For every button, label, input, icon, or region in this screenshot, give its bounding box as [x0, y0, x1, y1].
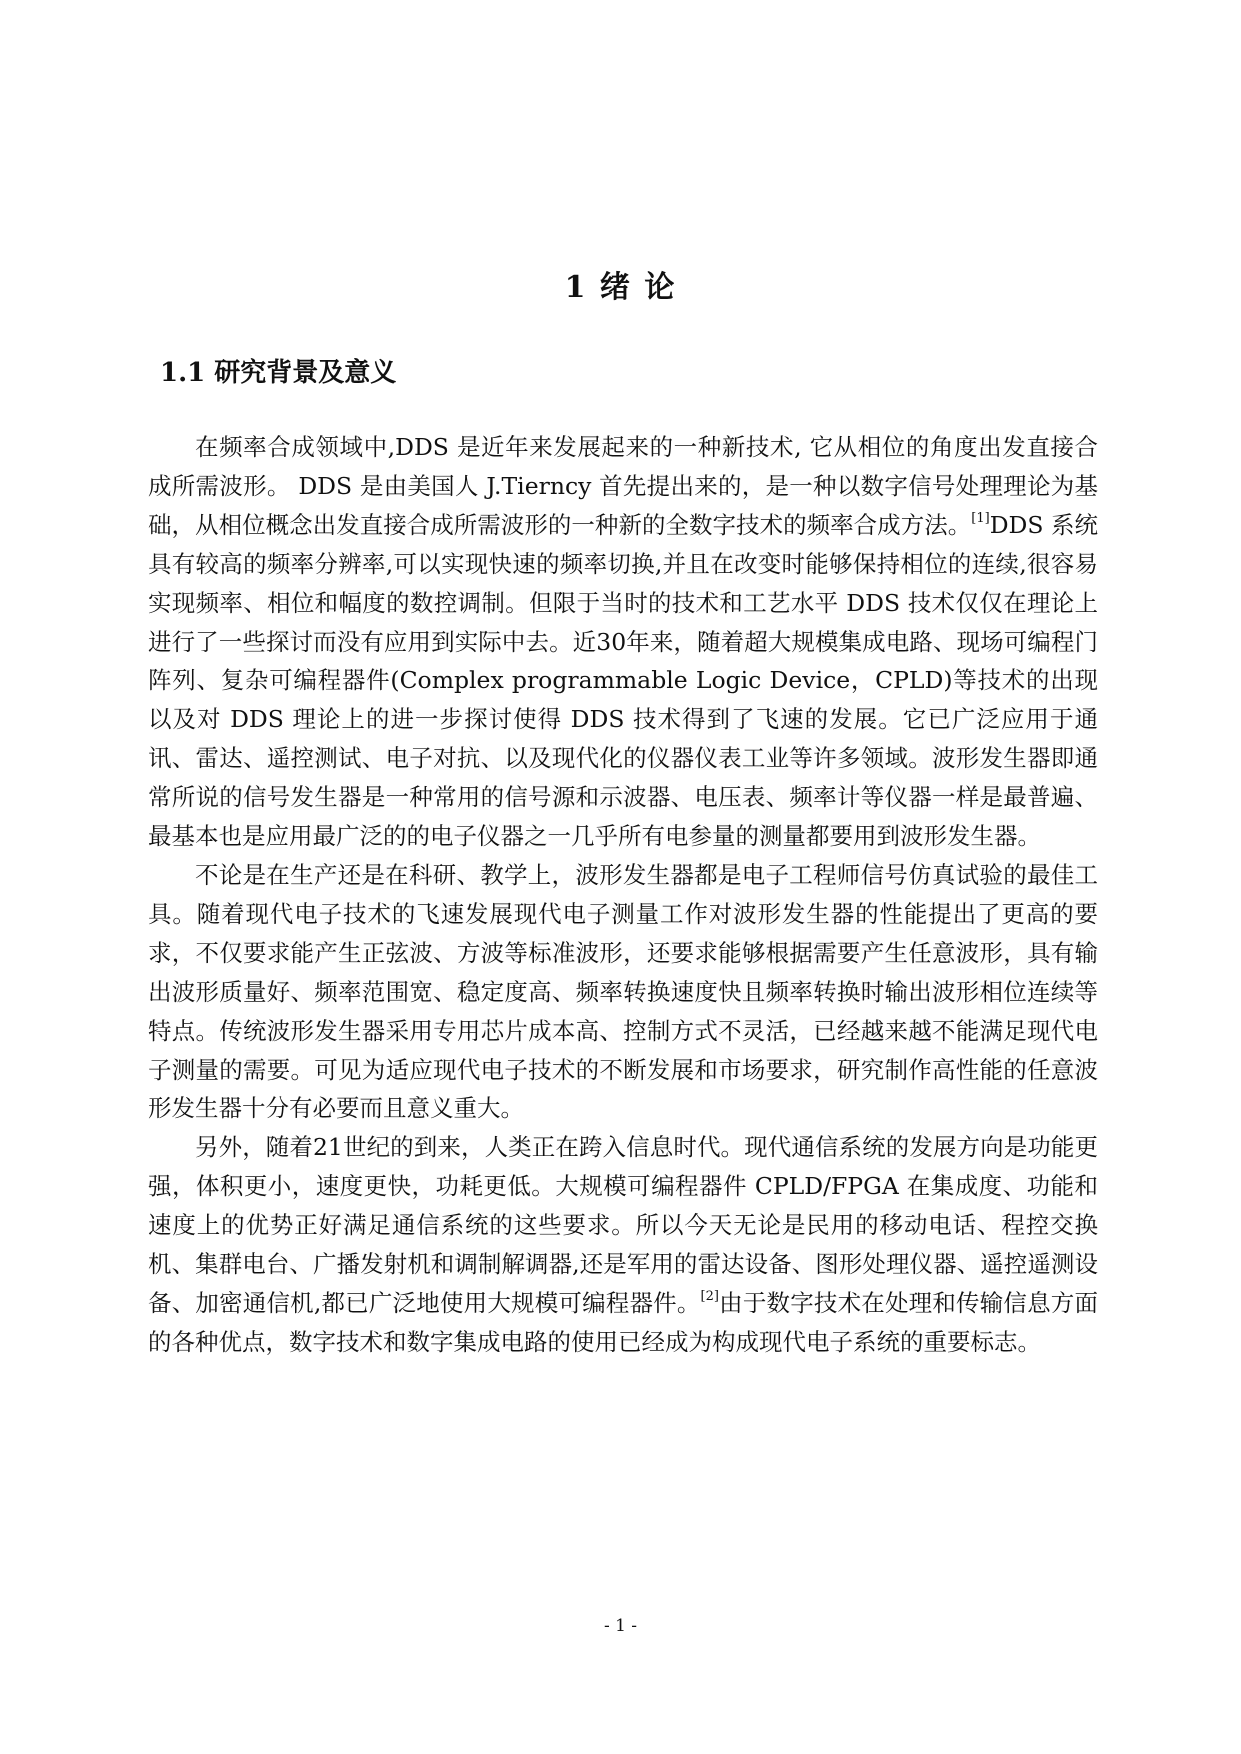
paragraph-2: 不论是在生产还是在科研、教学上，波形发生器都是电子工程师信号仿真试验的最佳工具。随着现代电子技术的飞速发展现代电子测量工作对波形发生器的性能提出了更高的要求，不仅要求能产生正弦波、方波等标准波形，还要求能够根据需要产生任意波形，具有输出波形质量好、频率范围宽、稳定度高、频率转换速度快且频率转换时输出波形相位连续等特点。传统波形发生器采用专用芯片成本高、控制方式不灵活，已经越来越不能满足现代电子测量的需要。可见为适应现代电子技术的不断发展和市场要求，研究制作高性能的任意波形发生器十分有必要而且意义重大。: [148, 860, 1098, 1123]
paragraph-3-text-a: 另外，随着21世纪的到来，人类正在跨入信息时代。现代通信系统的发展方向是功能更强，体积更小，速度更快，功耗更低。大规模可编程器件 CPLD/FPGA 在集成度、功能和速度上的优势正好满足通信系统的这些要求。所以今天无论是民用的移动电话、程控交换机、集群电台、广播发射机和调制解调器,还是军用的雷达设备、图形处理仪器、遥控遥测设备、加密通信机,都已广泛地使用大规模可编程器件。: [148, 1133, 1098, 1317]
body-text: [148, 428, 1098, 1362]
paragraph-3-text-b: 由于数字技术在处理和传输信息方面的各种优点，数字技术和数字集成电路的使用已经成为构成现代电子系统的重要标志。: [148, 1288, 1098, 1356]
citation-1[interactable]: [1]: [971, 510, 990, 526]
section-title: 1.1 研究背景及意义: [160, 358, 397, 388]
paragraph-1-text-b: DDS 系统具有较高的频率分辨率,可以实现快速的频率切换,并且在改变时能够保持相位的连续,很容易实现频率、相位和幅度的数控调制。但限于当时的技术和工艺水平 DDS 技术仅仅在理论上进行了一些探讨而没有应用到实际中去。近30年来，随着超大规模集成电路、现场可编程门阵列、复杂可编程器件(Complex programmable Logic Device，CPLD)等技术的出现以及对 DDS 理论上的进一步探讨使得 DDS 技术得到了飞速的发展。它已广泛应用于通讯、雷达、遥控测试、电子对抗、以及现代化的仪器仪表工业等许多领域。波形发生器即通常所说的信号发生器是一种常用的信号源和示波器、电压表、频率计等仪器一样是最普遍、最基本也是应用最广泛的的电子仪器之一几乎所有电参量的测量都要用到波形发生器。: [148, 510, 1098, 851]
paragraph-3: [148, 1128, 1098, 1361]
paragraph-1-text-a: 在频率合成领域中,DDS 是近年来发展起来的一种新技术, 它从相位的角度出发直接合成所需波形。 DDS 是由美国人 J.Tierncy 首先提出来的，是一种以数字信号处理理论为基础，从相位概念出发直接合成所需波形的一种新的全数字技术的频率合成方法。: [148, 433, 1098, 539]
paragraph-1: [148, 428, 1098, 856]
chapter-title: 1 绪 论: [564, 270, 677, 305]
page-number: - 1 -: [603, 1616, 638, 1636]
citation-2[interactable]: [2]: [700, 1289, 719, 1305]
